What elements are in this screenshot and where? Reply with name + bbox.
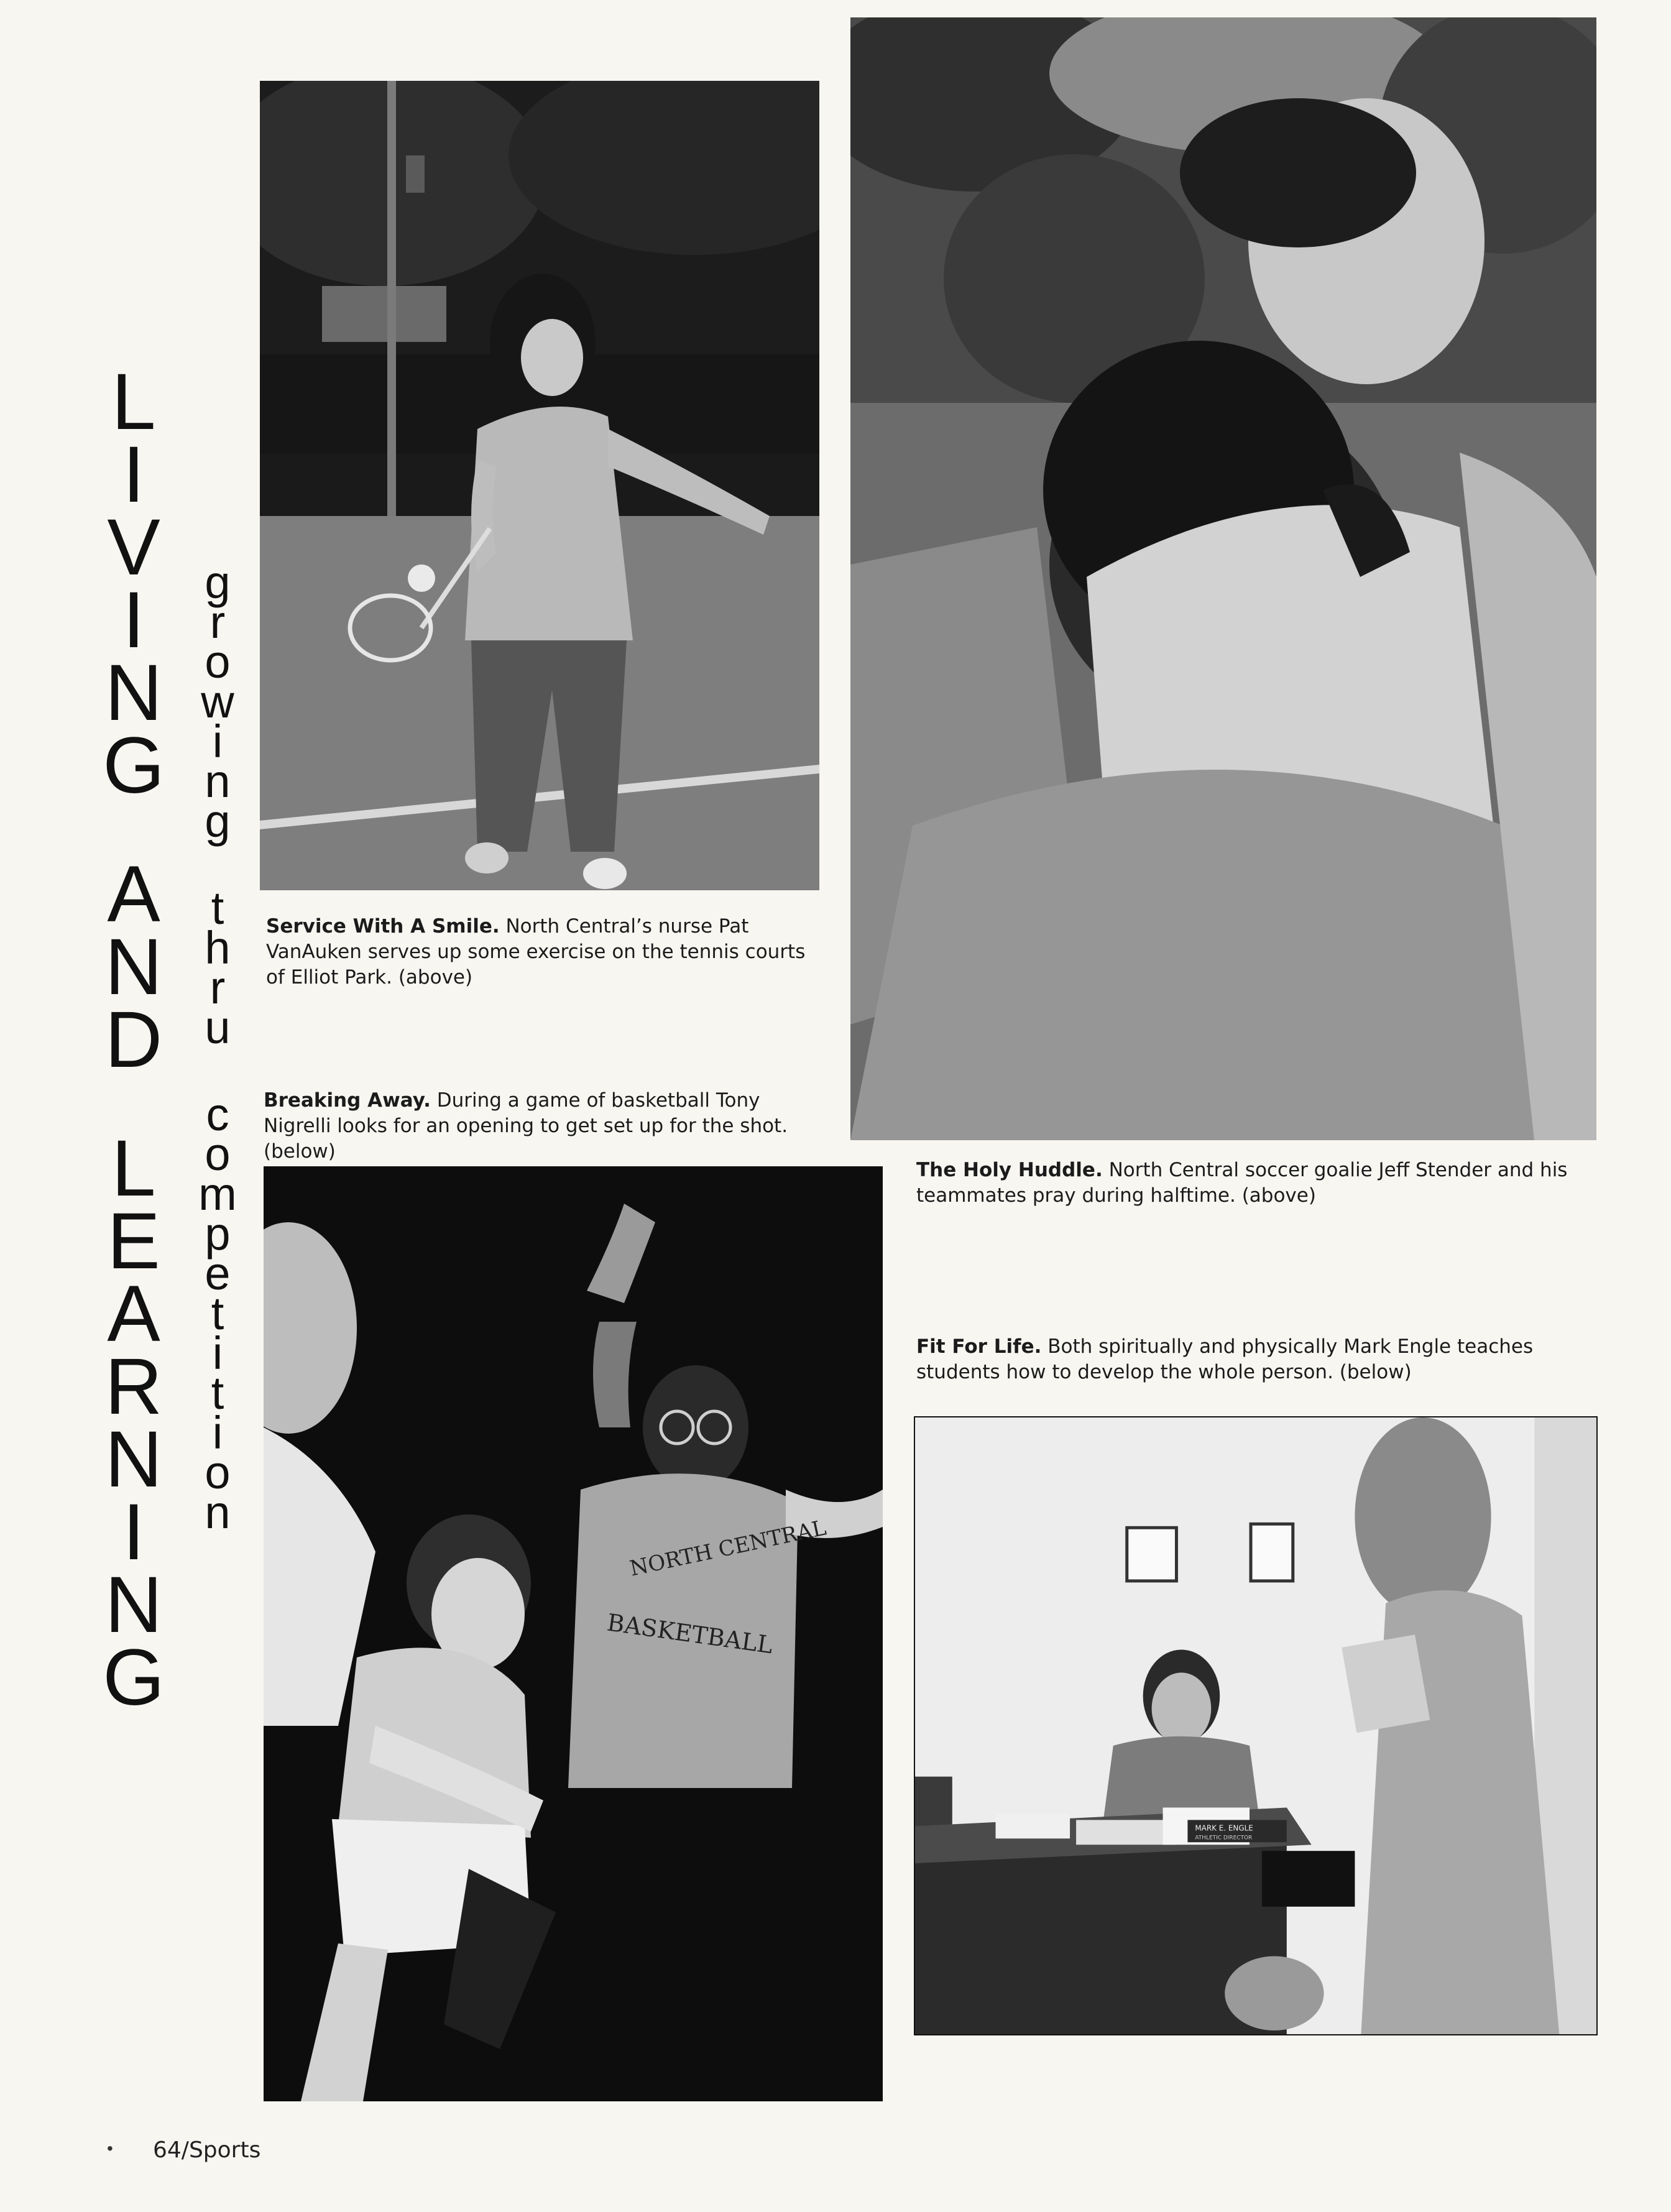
nameplate-name: MARK E. ENGLE xyxy=(1195,1823,1253,1833)
subtitle-letter: t xyxy=(211,1288,224,1339)
subtitle-word-2 xyxy=(198,1089,237,1538)
huddle-caption-heading: The Holy Huddle. xyxy=(916,1159,1103,1181)
tennis-caption-heading: Service With A Smile. xyxy=(266,915,500,938)
footer-bullet: • xyxy=(107,2139,113,2158)
basketball-caption-heading: Breaking Away. xyxy=(264,1089,431,1112)
huddle-caption-text: North Central soccer goalie Jeff Stender and his teammates pray during halftime. (above) xyxy=(916,1159,1568,1207)
subtitle-letter: t xyxy=(211,1367,224,1419)
subtitle-letter: i xyxy=(212,1407,223,1459)
title-letter: G xyxy=(103,721,165,810)
subtitle-letter: i xyxy=(212,1327,223,1379)
subtitle-letter: w xyxy=(201,676,234,727)
subtitle-letter: r xyxy=(209,962,226,1013)
jersey-text-top: NORTH CENTRAL xyxy=(627,1515,829,1582)
jersey-text-bottom: BASKETBALL xyxy=(605,1608,775,1659)
office-caption-text: Both spiritually and physically Mark Engle teaches students how to develop the whole person. (below) xyxy=(916,1335,1534,1383)
subtitle-word-0 xyxy=(201,556,234,847)
huddle-photo xyxy=(850,17,1596,1140)
title-letter: N xyxy=(104,1560,163,1649)
page-number-label: 64/Sports xyxy=(153,2137,261,2163)
subtitle-word-1 xyxy=(205,882,231,1053)
tennis-caption xyxy=(266,914,826,990)
subtitle-letter: o xyxy=(205,1447,231,1498)
title-letter: I xyxy=(122,576,145,665)
tennis-caption-text: North Central’s nurse Pat VanAuken serves up some exercise on the tennis courts of Elliot Park. (above) xyxy=(266,915,806,988)
title-word-0 xyxy=(103,357,165,810)
subtitle-letter: e xyxy=(205,1248,231,1299)
vertical-subtitle xyxy=(186,556,249,1538)
title-word-2 xyxy=(103,1124,165,1722)
subtitle-letter: h xyxy=(205,922,231,974)
subtitle-letter: g xyxy=(205,556,231,608)
title-letter: V xyxy=(107,503,160,592)
subtitle-letter: o xyxy=(205,1128,231,1180)
title-letter: A xyxy=(107,1270,160,1358)
nameplate-title: ATHLETIC DIRECTOR xyxy=(1195,1835,1253,1841)
title-letter: G xyxy=(103,1633,165,1722)
office-caption xyxy=(916,1334,1596,1385)
title-letter: L xyxy=(111,357,156,446)
title-letter: E xyxy=(107,1197,160,1286)
subtitle-letter: u xyxy=(205,1002,231,1053)
title-letter: N xyxy=(104,923,163,1012)
subtitle-letter: m xyxy=(198,1168,237,1220)
title-letter: L xyxy=(111,1124,156,1213)
subtitle-letter: g xyxy=(205,795,231,847)
subtitle-letter: n xyxy=(205,1486,231,1538)
title-letter: I xyxy=(122,1488,145,1577)
subtitle-letter: c xyxy=(206,1089,229,1140)
subtitle-letter: o xyxy=(205,636,231,688)
subtitle-letter: r xyxy=(209,596,226,648)
title-letter: N xyxy=(104,648,163,737)
basketball-caption xyxy=(264,1088,823,1164)
basketball-caption-text: During a game of basketball Tony Nigrelli looks for an opening to get set up for the shot. (below) xyxy=(264,1089,788,1163)
subtitle-letter: t xyxy=(211,882,224,934)
tennis-photo xyxy=(260,81,819,890)
vertical-title xyxy=(103,357,165,1722)
title-letter: N xyxy=(104,1415,163,1504)
subtitle-letter: n xyxy=(205,755,231,807)
title-letter: R xyxy=(104,1342,163,1431)
basketball-photo xyxy=(264,1166,883,2101)
title-word-1 xyxy=(104,850,163,1084)
subtitle-letter: i xyxy=(212,716,223,767)
office-photo xyxy=(914,1416,1598,2035)
office-caption-heading: Fit For Life. xyxy=(916,1335,1042,1358)
title-letter: I xyxy=(122,430,145,519)
huddle-caption xyxy=(916,1158,1596,1209)
title-letter: A xyxy=(107,850,160,939)
subtitle-letter: p xyxy=(205,1208,231,1260)
title-letter: D xyxy=(104,995,163,1084)
